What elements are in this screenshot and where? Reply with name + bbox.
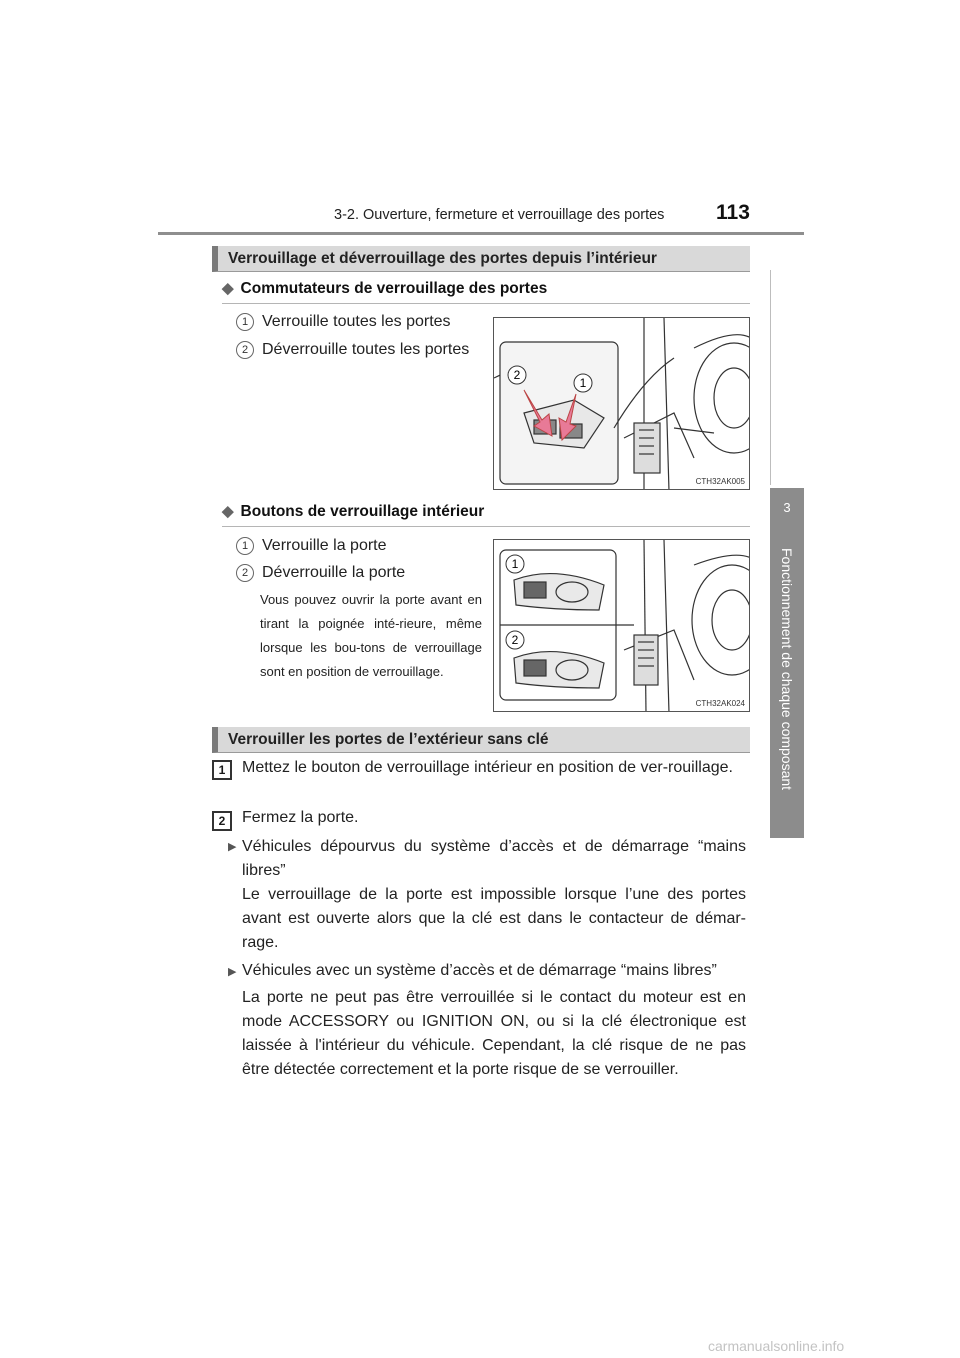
callout-2: 2 bbox=[513, 368, 521, 382]
chapter-title: Fonctionnement de chaque composant bbox=[779, 548, 795, 791]
diamond-icon: ◆ bbox=[222, 503, 234, 520]
step-text: Mettez le bouton de verrouillage intérieur en position de ver-rouillage. bbox=[242, 759, 733, 776]
watermark: carmanualsonline.info bbox=[708, 1338, 845, 1354]
number-marker: 1 bbox=[236, 313, 254, 331]
door-lock-switch-illustration bbox=[494, 318, 750, 490]
chapter-number: 3 bbox=[783, 500, 791, 515]
list-item bbox=[236, 313, 451, 331]
section-header: 3-2. Ouverture, fermeture et verrouillage des portes bbox=[334, 207, 665, 223]
number-marker: 2 bbox=[236, 564, 254, 582]
callout-1: 1 bbox=[511, 557, 519, 571]
note-text: Vous pouvez ouvrir la porte avant en tirant la poignée inté-rieure, même lorsque les bou-tons de verrouillage sont en position de verrouillage. bbox=[260, 592, 482, 679]
subheading-text: Boutons de verrouillage intérieur bbox=[240, 503, 485, 520]
bullet-body: Le verrouillage de la porte est impossible lorsque l’une des portes avant est ouverte alors que la clé est dans le contacteur de démar-rage. bbox=[242, 886, 746, 951]
subheading-text: Commutateurs de verrouillage des portes bbox=[240, 280, 548, 297]
triangle-bullet-icon: ▶ bbox=[228, 966, 237, 978]
step-number: 2 bbox=[212, 811, 232, 831]
section-banner: Verrouillage et déverrouillage des portes depuis l’intérieur bbox=[212, 246, 750, 272]
subheading bbox=[222, 279, 750, 304]
bullet-heading: Véhicules dépourvus du système d’accès et de démarrage “mains libres” bbox=[242, 838, 746, 879]
step-text: Fermez la porte. bbox=[242, 809, 359, 826]
number-marker: 2 bbox=[236, 341, 254, 359]
list-item-text: Déverrouille toutes les portes bbox=[262, 341, 470, 358]
bullet-heading: Véhicules avec un système d’accès et de démarrage “mains libres” bbox=[242, 962, 717, 979]
number-marker: 1 bbox=[236, 537, 254, 555]
list-item bbox=[236, 341, 469, 359]
header-rule bbox=[158, 232, 804, 235]
figure-code: CTH32AK024 bbox=[695, 699, 745, 708]
side-tab-line bbox=[770, 270, 805, 485]
triangle-bullet-icon: ▶ bbox=[228, 841, 237, 853]
section-banner: Verrouiller les portes de l’extérieur sans clé bbox=[212, 727, 750, 753]
callout-2: 2 bbox=[511, 633, 519, 647]
diamond-icon: ◆ bbox=[222, 280, 234, 297]
list-item-text: Déverrouille la porte bbox=[262, 564, 406, 581]
list-item-text: Verrouille toutes les portes bbox=[262, 313, 451, 330]
door-lock-switch-figure bbox=[493, 317, 750, 490]
page-number: 113 bbox=[716, 201, 750, 224]
list-item bbox=[236, 537, 387, 555]
bullet-body: La porte ne peut pas être verrouillée si le contact du moteur est en mode ACCESSORY ou IGNITION ON, ou si la clé électronique est laissée à l'intérieur du véhicule. Cependant, la clé risque de ne pas être détectée correctement et la porte risque de se verrouiller. bbox=[242, 989, 746, 1078]
list-item-text: Verrouille la porte bbox=[262, 537, 387, 554]
figure-code: CTH32AK005 bbox=[695, 477, 745, 486]
callout-1: 1 bbox=[579, 376, 587, 390]
interior-lock-button-illustration bbox=[494, 540, 750, 712]
list-item bbox=[236, 564, 405, 582]
subheading bbox=[222, 502, 750, 527]
interior-lock-button-figure bbox=[493, 539, 750, 712]
step-number: 1 bbox=[212, 760, 232, 780]
